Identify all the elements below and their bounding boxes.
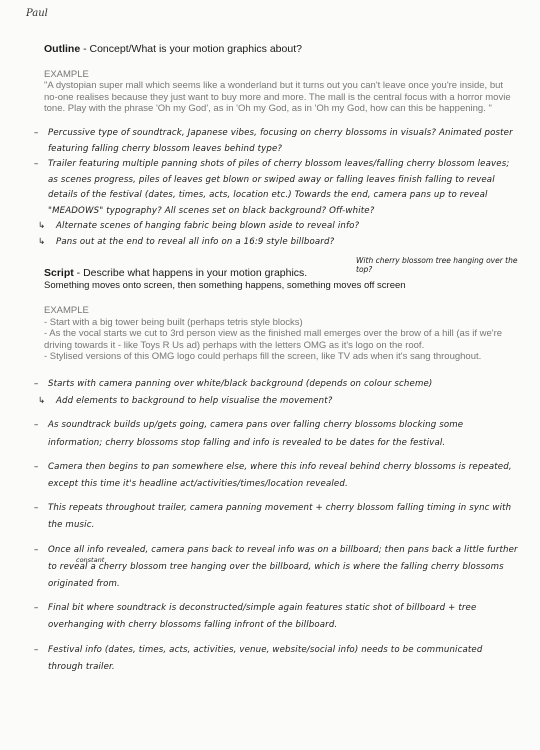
script-section — [44, 268, 518, 363]
outline-heading — [44, 44, 518, 56]
outline-heading-label: Outline — [44, 43, 81, 55]
script-note: – Festival info (dates, times, acts, activities, venue, website/social info) needs to be communicated through trailer. — [34, 642, 520, 676]
script-note: – Final bit where soundtrack is deconstructed/simple again features static shot of billboard + tree overhanging with cherry blossoms falling infront of the billboard. — [34, 600, 520, 634]
script-heading-text: - Describe what happens in your motion graphics. — [73, 267, 308, 279]
outline-subnote: ↳ Alternate scenes of hanging fabric being blown aside to reveal info? — [34, 219, 520, 235]
script-heading — [44, 268, 518, 280]
outline-example-label: EXAMPLE — [44, 68, 89, 80]
author-name: Paul — [26, 8, 48, 19]
script-subnote: ↳ Add elements to background to help visualise the movement? — [34, 393, 520, 410]
outline-note: – Percussive type of soundtrack, Japanese vibes, focusing on cherry blossoms in visuals? Animated poster featuring falling cherry blossom leaves behind type? — [34, 126, 520, 157]
outline-aside-note: With cherry blossom tree hanging over the top? — [356, 256, 518, 274]
script-example-label: EXAMPLE — [44, 305, 89, 316]
script-note: – This repeats throughout trailer, camera panning movement + cherry blossom falling timing in sync with the music. — [34, 500, 520, 534]
script-subheading: Something moves onto screen, then something happens, something moves off screen — [44, 279, 406, 291]
script-example-line: - As the vocal starts we cut to 3rd person view as the finished mall emerges over the brow of a hill (as if we're driving towards it - like Toys R Us ad) perhaps with the letters OMG as it's logo on the roof. — [44, 328, 503, 351]
outline-heading-text: - Concept/What is your motion graphics about? — [80, 43, 302, 55]
outline-note: – Trailer featuring multiple panning shots of piles of cherry blossom leaves/falling cherry blossom leaves; as scenes progress, piles of leaves get blown or swiped away or falling leaves finish falling to reveal details of the festival (dates, times, acts, location etc.) Towards the end, camera pans up to reveal "MEADOWS" typography? All scenes set on black background? Off-white? — [34, 157, 520, 219]
outline-section — [44, 44, 518, 115]
script-insert-note: constant — [76, 556, 105, 564]
outline-subnote: ↳ Pans out at the end to reveal all info on a 16:9 style billboard? — [34, 235, 520, 251]
outline-example-text: "A dystopian super mall which seems like a wonderland but it turns out you can't leave once you're inside, but no-one realises because they just want to buy more and more. The mall is the central focus with a horror movie tone. Play with the phrase 'Oh my God', as in 'Oh my God, as in 'Oh my God, how can this be happening. " — [44, 80, 511, 114]
script-note: – Once all info revealed, camera pans back to reveal info was on a billboard; then pans back a little further to reveal a cherry blossom tree hanging over the billboard, which is where the falling cherry blossoms originated from. — [34, 542, 520, 594]
script-note: – Camera then begins to pan somewhere else, where this info reveal behind cherry blossoms is repeated, except this time it's headline act/activities/times/location revealed. — [34, 459, 520, 493]
outline-notes — [34, 126, 520, 250]
script-notes — [34, 376, 520, 676]
script-example-line: - Start with a big tower being built (perhaps tetris style blocks) — [44, 316, 303, 328]
script-example-line: - Stylised versions of this OMG logo could perhaps fill the screen, like TV ads when it's sang throughout. — [44, 351, 482, 362]
script-note: – As soundtrack builds up/gets going, camera pans over falling cherry blossoms blocking some information; cherry blossoms stop falling and info is revealed to be dates for the festival. — [34, 417, 520, 451]
script-note: – Starts with camera panning over white/black background (depends on colour scheme) — [34, 376, 520, 393]
script-heading-label: Script — [44, 267, 74, 279]
